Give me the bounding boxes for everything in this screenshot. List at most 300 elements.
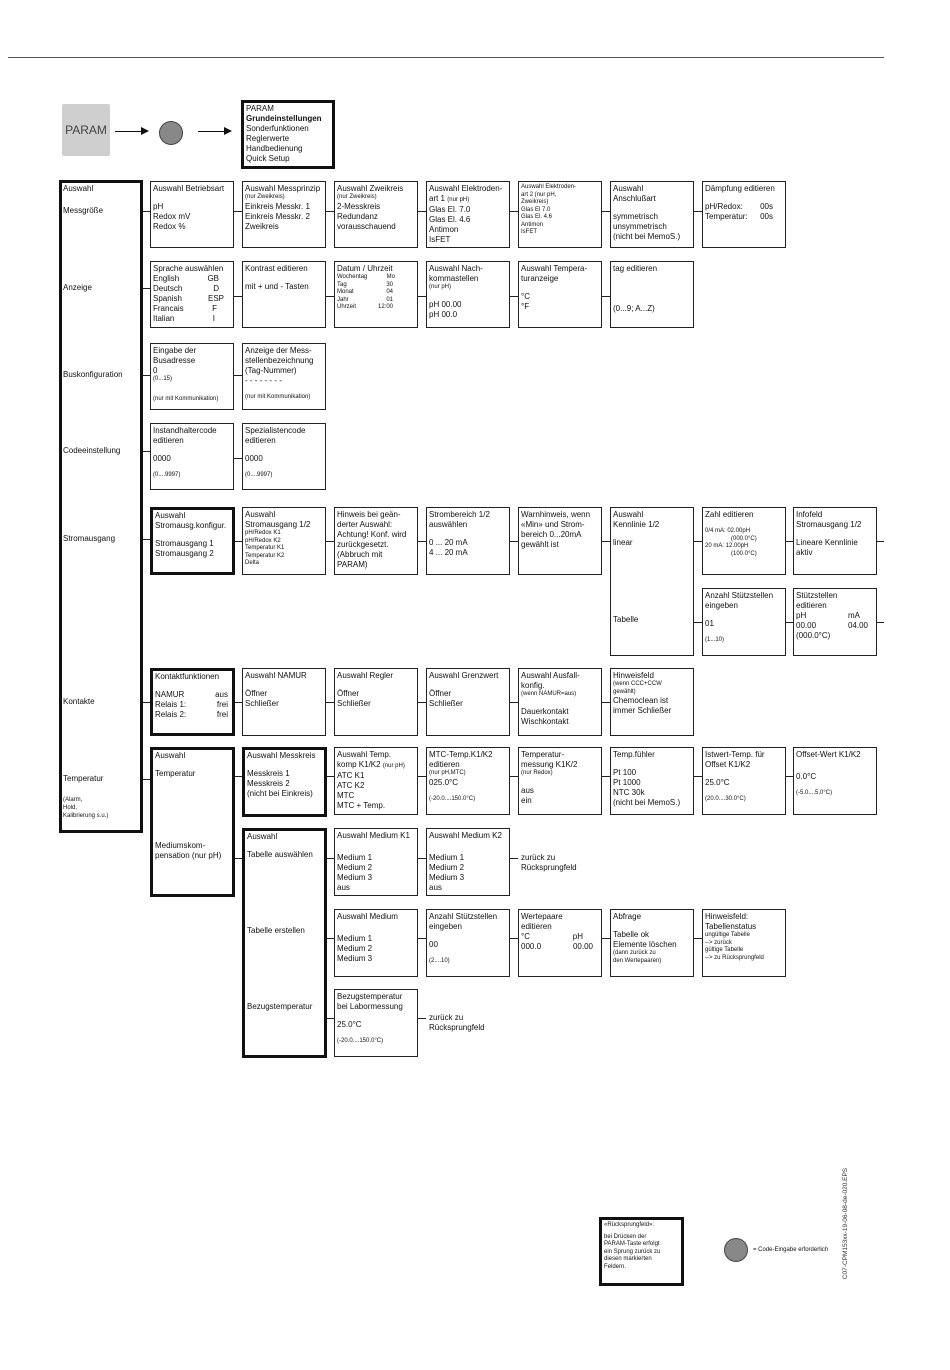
hint: gewählt ist	[521, 540, 559, 549]
field-value: 01	[705, 619, 714, 628]
connector	[235, 858, 242, 859]
left-item: Temperatur	[63, 774, 104, 783]
box-subtitle: (nur pH)	[382, 763, 405, 769]
option: Stromausgang 1	[155, 539, 214, 548]
box-title: Kontrast editieren	[245, 264, 308, 273]
connector	[418, 541, 426, 542]
connector	[877, 622, 884, 623]
option: Dauerkontakt	[521, 706, 569, 716]
connector	[602, 541, 610, 542]
field-value: 00	[429, 940, 438, 949]
option: Deutsch	[153, 284, 183, 293]
range: (1...10)	[705, 637, 725, 643]
box-title: komp K1/K2	[337, 760, 381, 769]
connector	[602, 938, 610, 939]
left-item: Buskonfiguration	[63, 370, 123, 379]
box-title: art 1	[429, 194, 446, 203]
hint: bereich 0...20mA	[521, 530, 582, 539]
option: Medium 1	[337, 934, 373, 943]
box-spezialistencode	[242, 423, 326, 490]
option: Temperatur K2	[245, 552, 285, 559]
param-menu	[241, 100, 335, 169]
menu-item: Reglerwerte	[246, 134, 290, 143]
box-title: Offset K1/K2	[705, 760, 751, 769]
box-namur	[242, 668, 326, 736]
option: (nicht bei MemoS.)	[613, 232, 681, 241]
box-title: Offset-Wert K1/K2	[796, 750, 861, 759]
range: (0...9; A...Z)	[613, 304, 655, 313]
connector	[234, 211, 242, 212]
hint: derter Auswahl:	[337, 520, 393, 529]
hint: zurückgesetzt.	[337, 540, 389, 549]
option: aus	[521, 785, 534, 795]
field-label: pH	[796, 611, 807, 620]
field-value: 01	[386, 296, 393, 303]
box-warnhinweis	[518, 507, 602, 575]
field-value: 000.0	[521, 942, 542, 951]
range: (0...15)	[153, 376, 173, 382]
connector	[418, 938, 426, 939]
connector	[694, 541, 702, 542]
option: IsFET	[429, 235, 451, 244]
box-strombereich	[426, 507, 510, 575]
option: Redox %	[153, 222, 186, 231]
box-title: Auswahl	[247, 832, 278, 841]
box-infofeld	[793, 507, 877, 575]
box-title: Auswahl	[613, 184, 644, 193]
field-label: Relais 1:	[155, 700, 187, 709]
box-title: Auswahl Temp.	[337, 750, 392, 759]
box-hinweis-auswahl	[334, 507, 418, 575]
option: Schließer	[337, 699, 371, 708]
field-label: °C	[521, 932, 530, 941]
box-elektrodenart-1	[426, 181, 510, 248]
box-title: Auswahl NAMUR	[245, 671, 307, 680]
box-title: editieren	[521, 922, 552, 931]
option: Medium 2	[429, 863, 465, 872]
field-value: 0000	[153, 454, 171, 463]
box-title: eingeben	[705, 601, 738, 610]
hint: Warnhinweis, wenn	[521, 510, 591, 519]
option: vorausschauend	[337, 221, 396, 231]
option: Tabelle erstellen	[247, 926, 305, 935]
field-value: 0000	[245, 454, 263, 463]
box-nachkommastellen	[426, 261, 510, 328]
connector	[234, 375, 242, 376]
return-text: zurück zu	[521, 853, 556, 862]
option: symmetrisch	[613, 212, 658, 221]
option: Delta	[245, 560, 260, 566]
hint: ungültige Tabelle	[705, 932, 750, 938]
field-value: (000.0°C)	[731, 535, 757, 542]
option: pH	[153, 202, 164, 211]
box-tabellenstatus	[702, 909, 786, 977]
box-title: konfig.	[521, 681, 545, 690]
connector	[235, 776, 242, 777]
box-title: Zweikreis)	[521, 199, 549, 205]
field-label: pH	[572, 932, 583, 941]
option: linear	[613, 538, 633, 547]
option: pH/Redox K1	[245, 530, 281, 536]
box-title: Auswahl Medium	[337, 912, 398, 921]
field-value: 0/4 mA: 02.00pH	[705, 528, 751, 534]
box-kontaktfunktionen	[150, 668, 235, 736]
connector	[602, 702, 610, 703]
option: English	[153, 274, 180, 283]
option: pH 00.0	[429, 309, 458, 319]
box-title: Kontaktfunktionen	[155, 672, 220, 681]
box-title: Auswahl Betriebsart	[153, 184, 225, 193]
option: Medium 3	[337, 954, 373, 963]
box-title: Auswahl Tempera-	[521, 264, 588, 273]
range: (-5.0....5,0°C)	[796, 790, 833, 796]
hint: Lineare Kennlinie	[796, 538, 858, 547]
option: Öffner	[429, 689, 452, 698]
option: Francais	[153, 304, 184, 313]
box-title: editieren	[245, 436, 276, 445]
box-medium-k1	[334, 828, 418, 896]
field-value: 04	[386, 289, 393, 295]
option: °F	[521, 302, 530, 311]
box-subtitle: (wenn NAMUR=aus)	[521, 691, 577, 697]
box-elektrodenart-2	[518, 181, 602, 248]
option: Glas El. 4.6	[521, 214, 553, 220]
box-subtitle: (wenn CCC+CCW	[613, 681, 662, 687]
box-abfrage	[610, 909, 694, 977]
option: Mediumskom-	[155, 841, 206, 850]
option: IsFET	[521, 229, 537, 235]
option: Schließer	[429, 699, 463, 708]
document-id	[842, 1150, 880, 1310]
note: (nur mit Kommunikation)	[245, 394, 311, 400]
connector	[694, 211, 702, 212]
field-value: 25.0°C	[337, 1020, 362, 1029]
field-value: (000.0°C)	[796, 631, 831, 640]
option: Zweikreis	[245, 221, 279, 231]
connector	[602, 776, 610, 777]
range: (-20.0....150.0°C)	[337, 1038, 384, 1044]
box-title: Auswahl Zweikreis	[337, 184, 404, 193]
hint: mit + und - Tasten	[245, 282, 309, 291]
field-value: 00s	[760, 202, 773, 211]
box-medium	[334, 909, 418, 977]
field-value: - - - - - - - -	[245, 376, 282, 385]
box-messprinzip	[242, 181, 326, 248]
option: NTC 30k	[613, 788, 645, 797]
field-value: frei	[216, 700, 228, 709]
option: pH/Redox K2	[245, 537, 281, 544]
field-value: 0.0°C	[796, 772, 817, 781]
param-key	[62, 104, 110, 156]
box-title: Stromausgang 1/2	[245, 520, 311, 529]
box-title: Bezugstemperatur	[337, 992, 403, 1001]
box-title: Temp.fühler	[613, 750, 655, 759]
connector	[694, 622, 702, 623]
legend-code-text: = Code-Eingabe erforderlich	[753, 1247, 829, 1253]
option: (nicht bei MemoS.)	[613, 798, 681, 807]
box-title: Abfrage	[613, 912, 642, 921]
box-anschlussart	[610, 181, 694, 248]
field-value: 00s	[760, 212, 773, 221]
menu-item: PARAM	[246, 104, 274, 113]
menu-item: Quick Setup	[246, 154, 290, 163]
arrow	[198, 131, 230, 132]
left-item: Stromausgang	[63, 534, 116, 543]
option-code: GB	[207, 274, 219, 283]
connector	[786, 776, 793, 777]
option: ATC K1	[337, 771, 365, 780]
option: 4 ... 20 mA	[429, 548, 468, 557]
box-betriebsart	[150, 181, 234, 248]
box-subtitle: (nur Redox)	[521, 770, 553, 776]
box-temperaturanzeige	[518, 261, 602, 328]
box-kennlinie	[610, 507, 694, 656]
box-subtitle: (nur Zweikreis)	[245, 194, 285, 200]
connector	[418, 296, 426, 297]
box-title: Instandhaltercode	[153, 426, 217, 435]
box-bezugstemperatur	[334, 989, 418, 1057]
top-rule	[8, 57, 884, 58]
box-title: Stromausg.konfigur.	[155, 521, 227, 530]
connector	[510, 938, 518, 939]
connector	[510, 541, 518, 542]
connector	[418, 702, 426, 703]
box-title: auswählen	[429, 520, 468, 529]
box-title: messung K1K/2	[521, 760, 578, 769]
legend-text: bei Drücken der	[604, 1233, 647, 1240]
field-label: Wochentag	[337, 274, 368, 280]
box-title: Auswahl Nach-	[429, 264, 483, 273]
option: Öffner	[245, 689, 268, 698]
box-title: Datum / Uhrzeit	[337, 264, 393, 273]
range: (-20.0....150.0°C)	[429, 795, 476, 802]
field-value: 00.00	[572, 942, 593, 951]
connector	[326, 296, 334, 297]
return-label	[521, 853, 577, 873]
box-tempfuehler	[610, 747, 694, 815]
box-wertepaare	[518, 909, 602, 977]
box-title: Dämpfung editieren	[705, 184, 775, 193]
menu-item: Sonderfunktionen	[246, 124, 309, 133]
box-anzahl-stuetzstellen	[702, 588, 786, 656]
box-title: Stromausgang 1/2	[796, 520, 862, 529]
field-value: 12:00	[377, 304, 393, 310]
connector	[326, 541, 334, 542]
option: Spanish	[153, 294, 182, 303]
option: aus	[429, 883, 442, 892]
connector	[418, 858, 426, 859]
box-messkreis	[242, 747, 327, 817]
code-entry-legend-icon	[724, 1238, 748, 1262]
box-title: bei Labormessung	[337, 1002, 403, 1011]
left-item: Anzeige	[63, 283, 92, 292]
box-title: Anzahl Stützstellen	[429, 912, 498, 921]
range: (0....9997)	[245, 472, 273, 478]
box-medium-k2	[426, 828, 510, 896]
box-temperatur-auswahl	[150, 747, 235, 897]
connector	[327, 938, 334, 939]
box-title: tag editieren	[613, 264, 658, 273]
box-title: eingeben	[429, 922, 462, 931]
option: MTC + Temp.	[337, 801, 386, 810]
param-key-label: PARAM	[65, 123, 107, 137]
box-tag-editieren	[610, 261, 694, 328]
box-datum-uhrzeit	[334, 261, 418, 328]
box-title: Strombereich 1/2	[429, 510, 490, 519]
box-temperaturmessung	[518, 747, 602, 815]
option: ATC K2	[337, 781, 365, 790]
box-title: Wertepaare	[521, 912, 563, 921]
box-subtitle: (nur Zweikreis)	[337, 194, 377, 200]
connector	[418, 211, 426, 212]
box-title: Auswahl Elektroden-	[429, 184, 503, 193]
box-daempfung	[702, 181, 786, 248]
option: Medium 3	[429, 873, 465, 882]
range: (20.0....30.0°C)	[705, 796, 746, 802]
option: MTC	[337, 791, 355, 800]
option: Messkreis 2	[247, 779, 290, 788]
connector	[327, 858, 334, 859]
connector	[327, 1018, 334, 1019]
box-title: Istwert-Temp. für	[705, 750, 765, 759]
option: Glas El. 7.0	[429, 205, 471, 214]
field-label: Uhrzeit	[337, 304, 357, 310]
box-zahl-editieren	[702, 507, 786, 575]
connector	[234, 458, 242, 459]
option: Temperatur K1	[245, 545, 285, 551]
box-title: Auswahl Regler	[337, 671, 394, 680]
box-stromausg-konfig	[150, 507, 235, 575]
box-title: Auswahl Medium K2	[429, 831, 502, 840]
box-zweikreis	[334, 181, 418, 248]
option: °C	[521, 292, 530, 301]
option: Medium 3	[337, 873, 373, 882]
hint: PARAM)	[337, 560, 368, 569]
box-anzahl-stuetzstellen-med	[426, 909, 510, 977]
menu-item-selected: Grundeinstellungen	[246, 114, 322, 123]
field-value: frei	[216, 710, 228, 719]
connector	[235, 702, 242, 703]
box-title: stellenbezeichnung	[245, 356, 314, 365]
box-temp-komp	[334, 747, 418, 815]
box-title: Hinweisfeld:	[705, 912, 749, 921]
field-label: Monat	[337, 289, 354, 295]
box-title: Hinweisfeld	[613, 671, 654, 680]
connector	[602, 211, 610, 212]
connector	[510, 211, 518, 212]
option: 0 ... 20 mA	[429, 538, 468, 547]
field-label: pH/Redox:	[705, 202, 743, 211]
legend-text: Feldern.	[604, 1263, 627, 1270]
return-text: Rücksprungfeld	[521, 863, 577, 872]
box-messstellenbezeichnung	[242, 343, 326, 410]
option: Antimon	[521, 221, 544, 228]
option: Medium 2	[337, 863, 373, 872]
box-title: Anzeige der Mess-	[245, 346, 312, 355]
box-title: Spezialistencode	[245, 426, 306, 435]
box-subtitle: (nur pH)	[447, 197, 470, 203]
option: Elemente löschen	[613, 940, 677, 949]
left-item: Codeeinstellung	[63, 446, 121, 455]
connector	[327, 776, 334, 777]
box-ausfallkonfig	[518, 668, 602, 736]
range: (0....9997)	[153, 472, 181, 478]
field-value: (100.0°C)	[731, 550, 757, 557]
option: Temperatur	[155, 769, 196, 778]
hint: den Wertepaaren)	[613, 957, 662, 964]
box-istwert-temp	[702, 747, 786, 815]
box-grenzwert	[426, 668, 510, 736]
arrow	[115, 131, 147, 132]
connector	[510, 776, 518, 777]
box-title: Auswahl	[613, 510, 644, 519]
connector	[326, 211, 334, 212]
option: Messkreis 1	[247, 769, 290, 778]
option: Glas El 7.0	[521, 206, 551, 213]
option: Tabelle auswählen	[247, 850, 313, 859]
field-value: 025.0°C	[429, 777, 458, 787]
box-medium-auswahl	[242, 828, 327, 1058]
option: Pt 1000	[613, 778, 641, 787]
code-entry-icon	[159, 121, 183, 145]
field-value: 20 mA: 12.00pH	[705, 543, 749, 549]
box-title: Auswahl Elektroden-	[521, 184, 577, 190]
hint: immer Schließer	[613, 706, 672, 715]
option: 2-Messkreis	[337, 201, 381, 211]
option: Redundanz	[337, 211, 378, 221]
left-note: Kalibrierung s.u.)	[63, 813, 109, 819]
box-title: Kennlinie 1/2	[613, 520, 660, 529]
option: Medium 1	[429, 853, 465, 862]
box-kontrast	[242, 261, 326, 328]
option: pH 00.00	[429, 299, 462, 309]
box-title: editieren	[429, 760, 460, 769]
hint: Achtung! Konf. wird	[337, 530, 407, 539]
box-subtitle: (nur pH)	[429, 284, 452, 290]
box-title: Auswahl Messkreis	[247, 751, 316, 760]
box-subtitle: (nur pH,MTC)	[429, 770, 466, 776]
box-title: Infofeld	[796, 510, 823, 519]
field-value: aus	[215, 690, 228, 699]
field-label: NAMUR	[155, 690, 185, 699]
option: Tabelle ok	[613, 930, 650, 939]
field-value: Mo	[386, 274, 395, 280]
field-value: 00.00	[796, 621, 817, 630]
legend-ruecksprungfeld	[599, 1217, 684, 1286]
option: aus	[337, 883, 350, 892]
box-hinweisfeld-chemoclean	[610, 668, 694, 736]
option: Pt 100	[613, 768, 637, 777]
box-title: MTC-Temp.K1/K2	[429, 750, 493, 759]
return-label	[429, 1013, 485, 1033]
box-title: Auswahl	[155, 751, 186, 760]
hint: --> zu Rücksprungfeld	[705, 954, 764, 961]
box-subtitle: gewählt)	[613, 688, 636, 695]
box-sprache	[150, 261, 234, 328]
document-id-text: C07-CPM153xx-19-06-08-de-020.EPS	[842, 1167, 850, 1280]
field-value: 04.00	[847, 621, 868, 630]
box-title: Anzahl Stützstellen	[705, 591, 774, 600]
option-code: I	[212, 314, 215, 323]
box-title: Anschlußart	[613, 194, 656, 203]
option: Einkreis Messkr. 2	[245, 211, 310, 221]
hint: Hinweis bei geän-	[337, 510, 401, 519]
left-item: Kontakte	[63, 697, 95, 706]
connector	[418, 1018, 426, 1019]
field-value: 30	[386, 281, 393, 288]
box-title: Auswahl Ausfall-	[521, 671, 580, 680]
connector	[510, 296, 518, 297]
